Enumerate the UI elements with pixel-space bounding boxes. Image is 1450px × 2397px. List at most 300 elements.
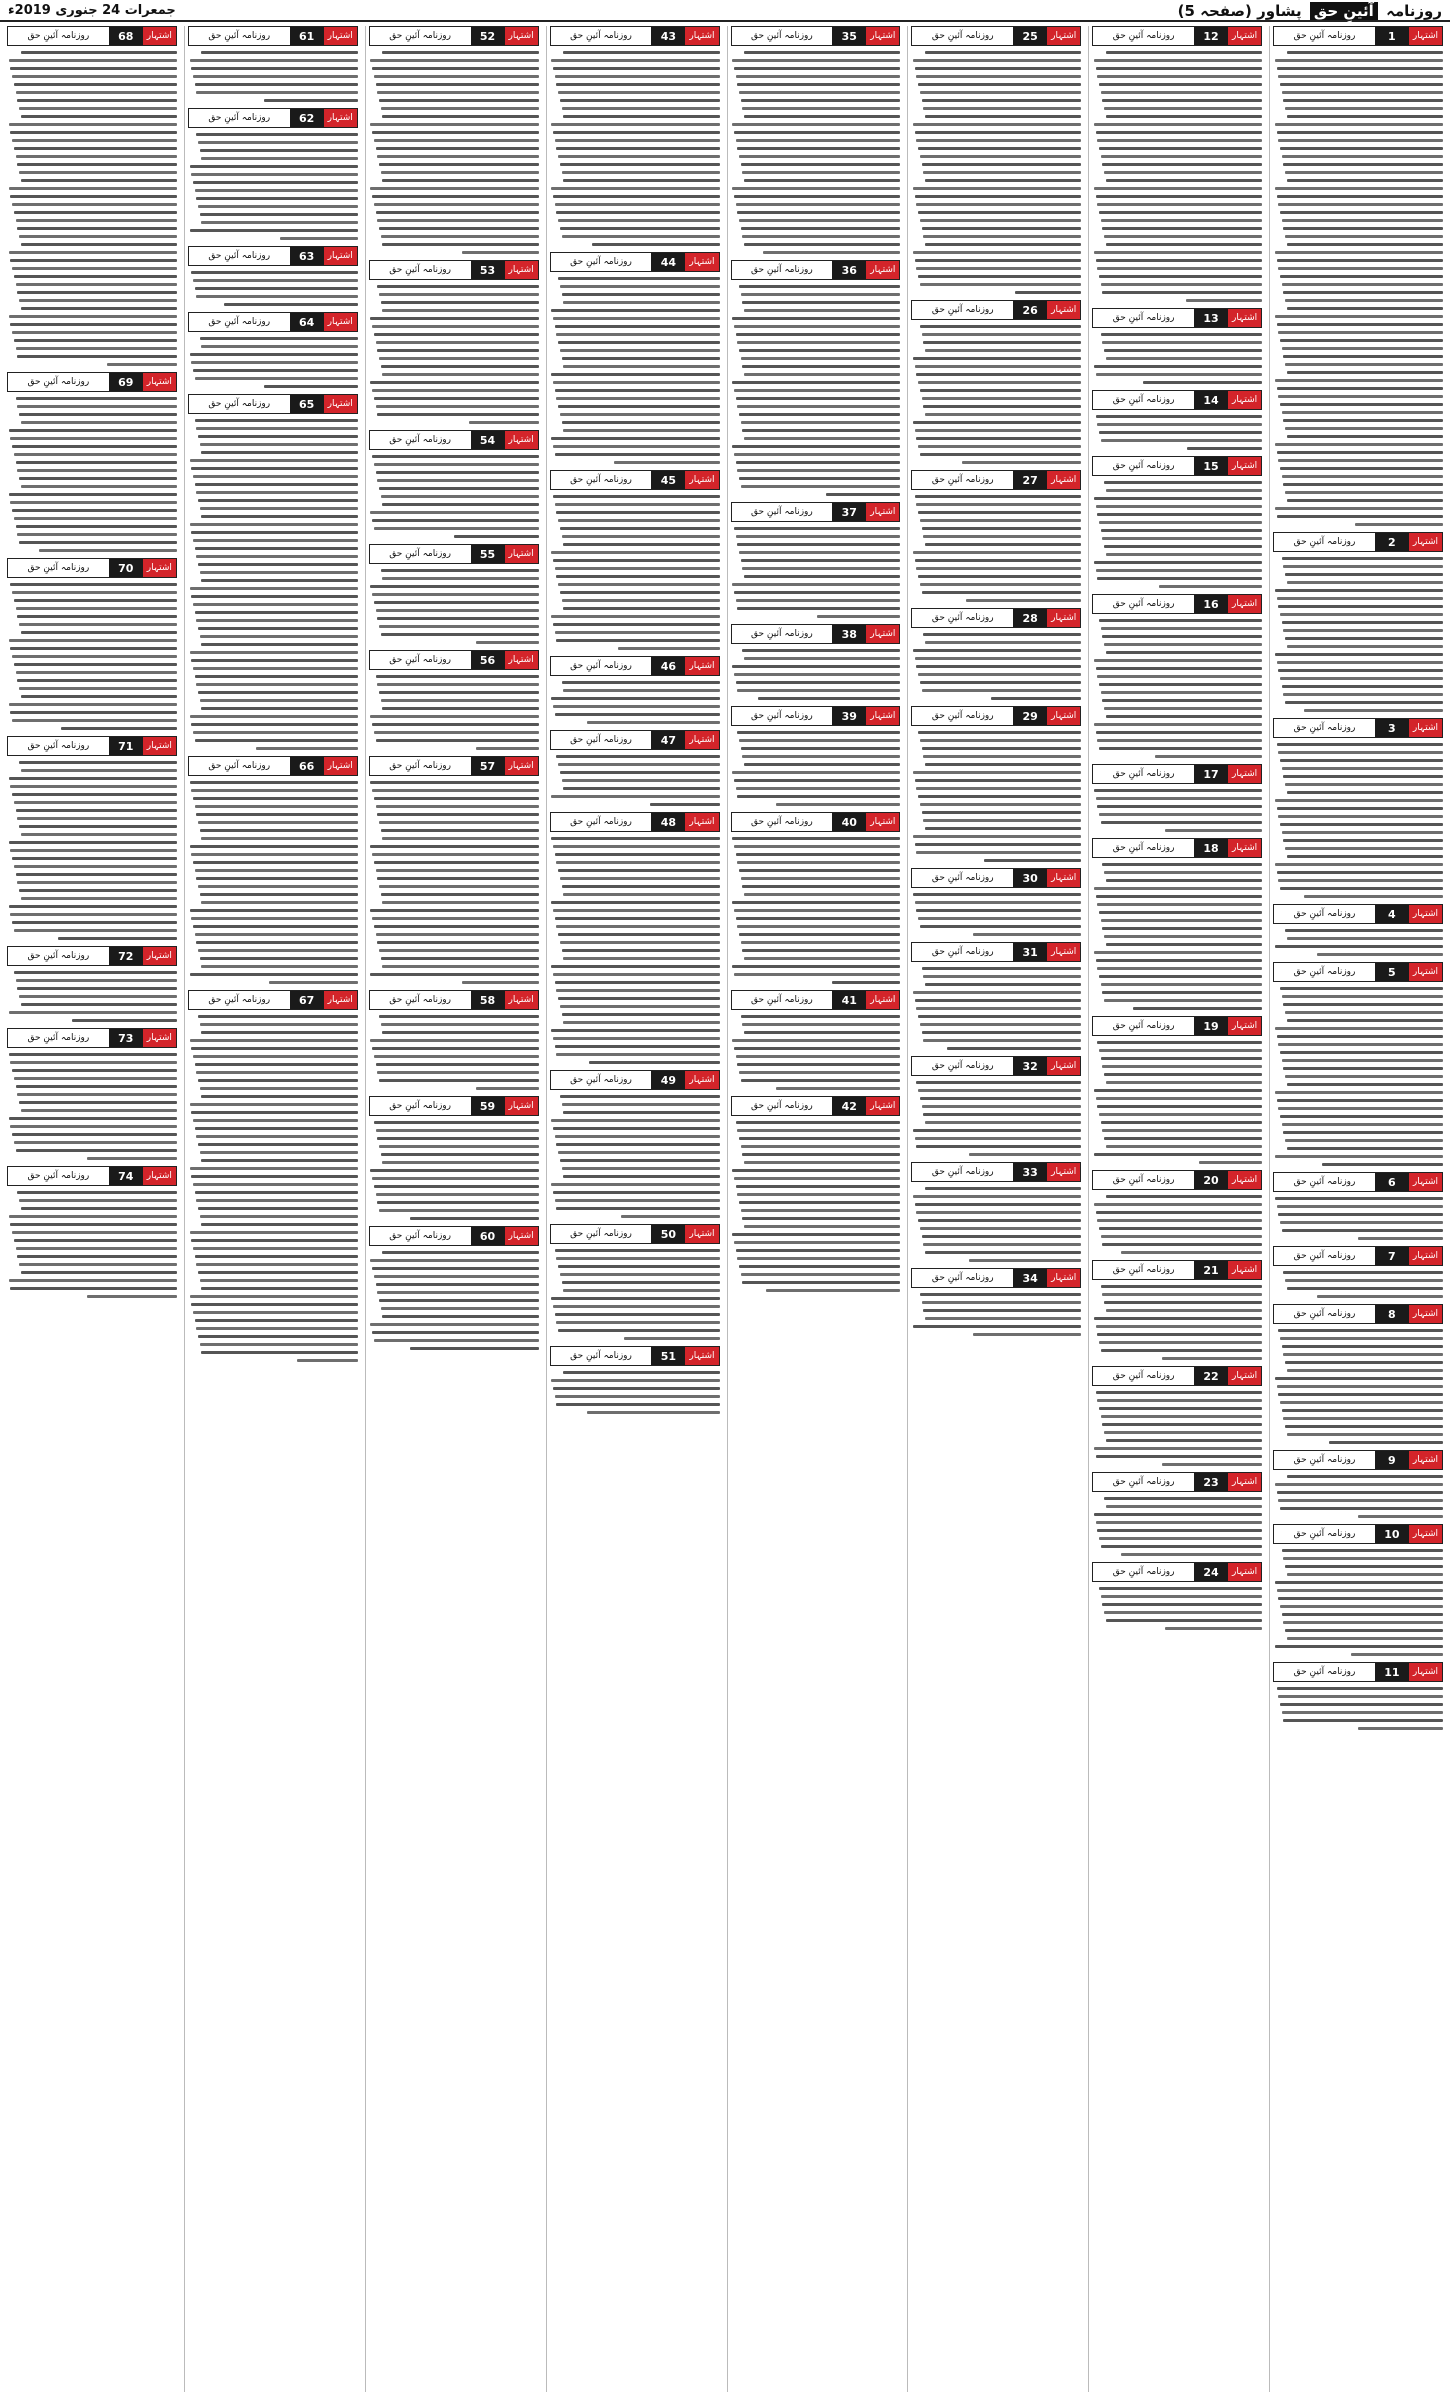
text-line: [973, 1333, 1082, 1336]
text-line: [201, 1095, 357, 1098]
text-line: [372, 1267, 538, 1270]
ad-label: اشتہار: [324, 395, 357, 413]
text-line: [195, 1255, 358, 1258]
text-line: [1133, 1007, 1262, 1010]
text-line: [551, 437, 719, 440]
newspaper-column: [1088, 26, 1265, 2392]
text-line: [553, 195, 719, 198]
text-line: [12, 921, 177, 924]
text-line: [377, 219, 538, 222]
text-line: [832, 981, 900, 984]
text-line: [1104, 171, 1262, 174]
text-line: [555, 1249, 720, 1252]
text-line: [558, 91, 719, 94]
text-line: [739, 1137, 900, 1140]
text-line: [913, 835, 1081, 838]
text-line: [915, 559, 1081, 562]
text-line: [382, 243, 538, 246]
ad-number: 68: [109, 27, 143, 45]
text-line: [1094, 789, 1262, 792]
text-line: [925, 1251, 1081, 1254]
text-line: [1278, 267, 1443, 270]
text-line: [1275, 653, 1443, 656]
text-line: [379, 99, 539, 102]
text-line: [1275, 507, 1443, 510]
text-line: [198, 1207, 358, 1210]
text-line: [560, 527, 720, 530]
text-line: [376, 1283, 539, 1286]
text-line: [16, 525, 177, 528]
text-line: [196, 877, 357, 880]
text-line: [1096, 1211, 1262, 1214]
text-line: [201, 1159, 357, 1162]
text-line: [563, 957, 719, 960]
text-line: [190, 1039, 358, 1042]
text-line: [382, 373, 538, 376]
text-line: [1096, 195, 1262, 198]
ad-publication: روزنامہ آئینِ حق: [732, 261, 833, 279]
text-line: [563, 607, 719, 610]
text-line: [195, 675, 358, 678]
text-line: [1283, 419, 1443, 422]
ad-header: [369, 990, 539, 1010]
text-line: [744, 309, 900, 312]
text-line: [10, 1125, 176, 1128]
ad-header: [188, 312, 358, 332]
ad-header: [1273, 1246, 1443, 1266]
text-line: [14, 517, 177, 520]
ad-body-text: [550, 1247, 720, 1342]
classified-ad: [1273, 1304, 1443, 1446]
ad-publication: روزنامہ آئینِ حق: [370, 27, 471, 45]
text-line: [1278, 815, 1443, 818]
text-line: [191, 1175, 357, 1178]
ad-header: [1273, 718, 1443, 738]
text-line: [922, 591, 1082, 594]
text-line: [920, 1227, 1081, 1230]
ad-number: 67: [290, 991, 324, 1009]
ad-label: اشتہار: [505, 27, 538, 45]
text-line: [1287, 1433, 1443, 1436]
text-line: [1106, 1619, 1262, 1622]
text-line: [742, 1217, 900, 1220]
text-line: [196, 1199, 357, 1202]
text-line: [1282, 621, 1443, 624]
ad-publication: روزنامہ آئینِ حق: [1093, 1017, 1194, 1035]
text-line: [224, 303, 358, 306]
text-line: [742, 885, 900, 888]
text-line: [190, 229, 358, 232]
classified-ad: [731, 990, 901, 1092]
text-line: [922, 1031, 1082, 1034]
text-line: [734, 1241, 900, 1244]
ad-body-text: [911, 1291, 1081, 1338]
text-line: [1282, 831, 1443, 834]
text-line: [193, 1311, 358, 1314]
text-line: [191, 467, 357, 470]
ad-header: [550, 470, 720, 490]
text-line: [382, 309, 538, 312]
classified-ad: [1273, 1524, 1443, 1658]
text-line: [732, 1233, 900, 1236]
text-line: [372, 325, 538, 328]
text-line: [1096, 373, 1262, 376]
text-line: [382, 1161, 538, 1164]
ad-body-text: [731, 525, 901, 620]
ad-publication: روزنامہ آئینِ حق: [732, 625, 833, 643]
classified-ad: [731, 260, 901, 498]
text-line: [555, 1199, 720, 1202]
ad-label: اشتہار: [1409, 905, 1442, 923]
text-line: [16, 283, 177, 286]
text-line: [969, 1259, 1081, 1262]
text-line: [923, 1243, 1081, 1246]
ad-label: اشتہار: [685, 471, 718, 489]
text-line: [1096, 797, 1262, 800]
ad-header: [1273, 1450, 1443, 1470]
text-line: [1102, 537, 1262, 540]
ad-number: 16: [1194, 595, 1228, 613]
text-line: [379, 1079, 539, 1082]
ad-label: اشتہار: [324, 109, 357, 127]
text-line: [739, 1265, 900, 1268]
text-line: [198, 1335, 358, 1338]
text-line: [200, 507, 358, 510]
text-line: [376, 147, 539, 150]
text-line: [107, 363, 177, 366]
ad-publication: روزنامہ آئینِ حق: [1274, 1173, 1375, 1191]
text-line: [190, 845, 358, 848]
ad-body-text: [7, 1051, 177, 1162]
text-line: [19, 299, 177, 302]
text-line: [916, 787, 1081, 790]
text-line: [916, 851, 1081, 854]
ad-body-text: [1273, 1473, 1443, 1520]
text-line: [563, 1111, 719, 1114]
text-line: [264, 99, 357, 102]
text-line: [382, 901, 538, 904]
text-line: [198, 821, 358, 824]
text-line: [916, 437, 1081, 440]
text-line: [650, 803, 720, 806]
text-line: [1097, 1529, 1262, 1532]
text-line: [732, 1169, 900, 1172]
text-line: [556, 1321, 719, 1324]
text-line: [562, 779, 720, 782]
text-line: [563, 893, 719, 896]
text-line: [618, 647, 720, 650]
text-line: [379, 821, 539, 824]
text-line: [370, 59, 538, 62]
text-line: [1104, 871, 1262, 874]
text-line: [1101, 1415, 1262, 1418]
text-line: [1104, 1137, 1262, 1140]
text-line: [732, 187, 900, 190]
ad-body-text: [1092, 1585, 1262, 1632]
text-line: [382, 707, 538, 710]
text-line: [382, 503, 538, 506]
text-line: [556, 397, 719, 400]
text-line: [913, 421, 1081, 424]
ad-number: 2: [1375, 533, 1409, 551]
ad-body-text: [1273, 927, 1443, 958]
text-line: [9, 123, 177, 126]
ad-publication: روزنامہ آئینِ حق: [189, 395, 290, 413]
text-line: [1282, 283, 1443, 286]
text-line: [1275, 1027, 1443, 1030]
text-line: [560, 163, 720, 166]
text-line: [1096, 131, 1262, 134]
ad-publication: روزنامہ آئینِ حق: [1274, 1305, 1375, 1323]
ad-label: اشتہار: [324, 313, 357, 331]
text-line: [193, 603, 358, 606]
text-line: [925, 763, 1081, 766]
text-line: [377, 91, 538, 94]
text-line: [12, 1069, 177, 1072]
ad-publication: روزنامہ آئینِ حق: [551, 1071, 652, 1089]
text-line: [737, 607, 900, 610]
text-line: [190, 1295, 358, 1298]
classified-ad: [369, 756, 539, 986]
classified-ad: [731, 26, 901, 256]
text-line: [1280, 83, 1443, 86]
text-line: [201, 579, 357, 582]
ad-header: [1273, 1524, 1443, 1544]
text-line: [1280, 1703, 1443, 1706]
text-line: [744, 893, 900, 896]
text-line: [1102, 163, 1262, 166]
text-line: [200, 1087, 358, 1090]
text-line: [1106, 553, 1262, 556]
ad-publication: روزنامہ آئینِ حق: [732, 1097, 833, 1115]
text-line: [376, 1129, 539, 1132]
text-line: [1102, 863, 1262, 866]
ad-body-text: [550, 679, 720, 726]
text-line: [560, 349, 720, 352]
ad-label: اشتہار: [685, 657, 718, 675]
ad-body-text: [550, 49, 720, 248]
text-line: [920, 1097, 1081, 1100]
text-line: [742, 1023, 900, 1026]
ad-header: [188, 756, 358, 776]
text-line: [1277, 597, 1443, 600]
text-line: [377, 617, 538, 620]
text-line: [923, 633, 1081, 636]
text-line: [925, 1317, 1081, 1320]
text-line: [14, 929, 177, 932]
text-line: [1094, 123, 1262, 126]
text-line: [1097, 577, 1262, 580]
ad-body-text: [911, 1185, 1081, 1264]
text-line: [1278, 1393, 1443, 1396]
text-line: [198, 563, 358, 566]
text-line: [377, 1071, 538, 1074]
classified-ad: [1273, 1450, 1443, 1520]
text-line: [1275, 123, 1443, 126]
newspaper-column: [907, 26, 1084, 2392]
text-line: [16, 1149, 177, 1152]
text-line: [21, 769, 177, 772]
text-line: [737, 1257, 900, 1260]
text-line: [9, 315, 177, 318]
text-line: [1106, 715, 1262, 718]
text-line: [382, 1251, 538, 1254]
text-line: [198, 691, 358, 694]
text-line: [736, 535, 901, 538]
text-line: [1282, 91, 1443, 94]
classified-ad: [911, 1056, 1081, 1158]
text-line: [920, 681, 1081, 684]
text-line: [742, 365, 900, 368]
text-line: [370, 1323, 538, 1326]
ad-number: 4: [1375, 905, 1409, 923]
text-line: [555, 1045, 720, 1048]
text-line: [9, 1117, 177, 1120]
ad-body-text: [1092, 413, 1262, 452]
classified-ad: [188, 246, 358, 308]
text-line: [1096, 959, 1262, 962]
text-line: [1287, 499, 1443, 502]
ad-number: 48: [651, 813, 685, 831]
text-line: [12, 793, 177, 796]
text-line: [21, 307, 177, 310]
text-line: [200, 957, 358, 960]
ad-header: [1273, 26, 1443, 46]
text-line: [372, 195, 538, 198]
text-line: [9, 905, 177, 908]
text-line: [1285, 299, 1443, 302]
text-line: [14, 1141, 177, 1144]
text-line: [913, 123, 1081, 126]
text-line: [1094, 723, 1262, 726]
ad-body-text: [1092, 1039, 1262, 1166]
text-line: [372, 131, 538, 134]
text-line: [1278, 879, 1443, 882]
ad-body-text: [1092, 861, 1262, 1012]
ad-label: اشتہار: [1047, 869, 1080, 887]
text-line: [374, 861, 539, 864]
ad-number: 19: [1194, 1017, 1228, 1035]
text-line: [1101, 91, 1262, 94]
text-line: [736, 1249, 901, 1252]
ad-header: [911, 470, 1081, 490]
text-line: [1287, 581, 1443, 584]
text-line: [1285, 1629, 1443, 1632]
text-line: [592, 243, 719, 246]
classified-ad: [1273, 962, 1443, 1168]
ad-publication: روزنامہ آئینِ حق: [732, 813, 833, 831]
ad-body-text: [188, 335, 358, 390]
text-line: [922, 1301, 1082, 1304]
text-line: [370, 585, 538, 588]
text-line: [736, 917, 901, 920]
ad-publication: روزنامہ آئینِ حق: [1274, 963, 1375, 981]
ad-publication: روزنامہ آئینِ حق: [370, 1097, 471, 1115]
classified-ad: [369, 260, 539, 426]
ad-publication: روزنامہ آئینِ حق: [912, 301, 1013, 319]
text-line: [732, 123, 900, 126]
text-line: [372, 1047, 538, 1050]
classified-ad: [911, 1268, 1081, 1338]
text-line: [1287, 937, 1443, 940]
ad-publication: روزنامہ آئینِ حق: [1093, 839, 1194, 857]
text-line: [17, 1255, 177, 1258]
text-line: [16, 809, 177, 812]
text-line: [462, 251, 538, 254]
text-line: [1099, 521, 1262, 524]
text-line: [1285, 491, 1443, 494]
text-line: [1278, 1213, 1443, 1216]
text-line: [1282, 1549, 1443, 1552]
text-line: [200, 443, 358, 446]
text-line: [732, 1039, 900, 1042]
text-line: [1282, 1123, 1443, 1126]
text-line: [12, 139, 177, 142]
ad-header: [731, 26, 901, 46]
text-line: [370, 1039, 538, 1042]
ad-body-text: [911, 1079, 1081, 1158]
text-line: [476, 1087, 539, 1090]
text-line: [1280, 887, 1443, 890]
ad-label: اشتہار: [1409, 1247, 1442, 1265]
text-line: [196, 197, 357, 200]
text-line: [925, 413, 1081, 416]
text-line: [9, 639, 177, 642]
ad-header: [1092, 838, 1262, 858]
text-line: [1278, 1107, 1443, 1110]
text-line: [377, 683, 538, 686]
text-line: [916, 139, 1081, 142]
text-line: [589, 1061, 720, 1064]
ad-header: [7, 1028, 177, 1048]
text-line: [1287, 371, 1443, 374]
ad-body-text: [369, 1249, 539, 1352]
text-line: [410, 1347, 539, 1350]
ad-publication: روزنامہ آئینِ حق: [912, 869, 1013, 887]
text-line: [193, 1247, 358, 1250]
classified-ad: [731, 812, 901, 986]
text-line: [563, 543, 719, 546]
ad-label: اشتہار: [143, 737, 176, 755]
text-line: [1159, 585, 1263, 588]
ad-header: [550, 812, 720, 832]
text-line: [9, 59, 177, 62]
text-line: [1277, 1385, 1443, 1388]
ad-header: [1092, 26, 1262, 46]
text-line: [1143, 381, 1262, 384]
text-line: [925, 641, 1081, 644]
ad-number: 29: [1013, 707, 1047, 725]
text-line: [1278, 459, 1443, 462]
text-line: [555, 1135, 720, 1138]
text-line: [1101, 1057, 1262, 1060]
text-line: [558, 1265, 719, 1268]
text-line: [14, 865, 177, 868]
text-line: [376, 341, 539, 344]
text-line: [195, 547, 358, 550]
text-line: [736, 203, 901, 206]
text-line: [915, 843, 1081, 846]
ad-number: 60: [471, 1227, 505, 1245]
text-line: [1102, 1243, 1262, 1246]
ad-number: 61: [290, 27, 324, 45]
text-line: [195, 377, 358, 380]
text-line: [14, 971, 177, 974]
text-line: [1102, 1129, 1262, 1132]
ad-body-text: [7, 49, 177, 368]
ad-label: اشتہار: [324, 247, 357, 265]
text-line: [555, 453, 720, 456]
